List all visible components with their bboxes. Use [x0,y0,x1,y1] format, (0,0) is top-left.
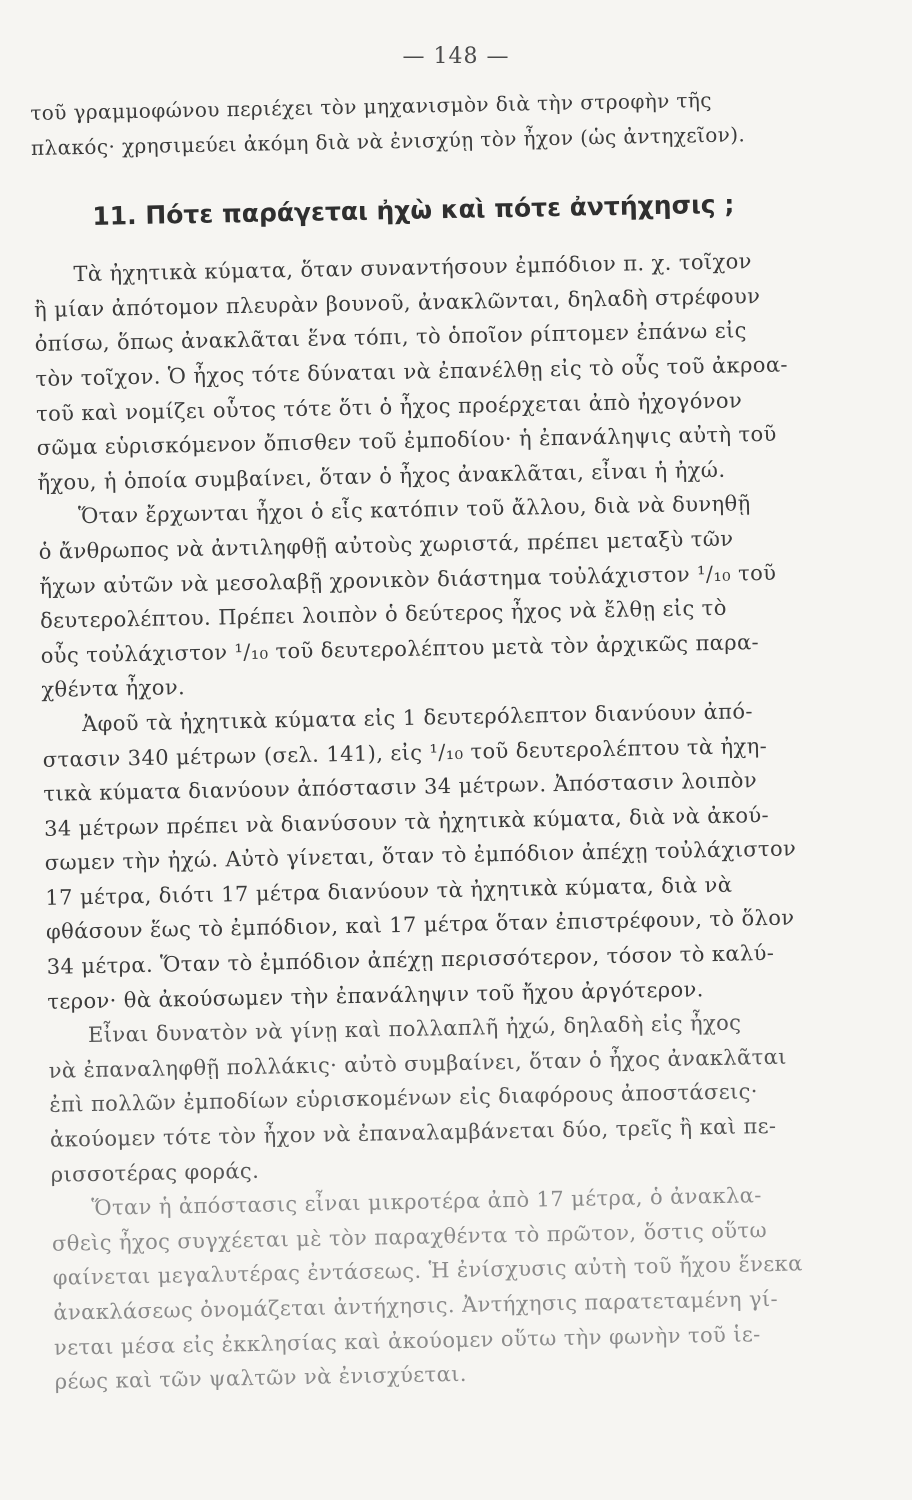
text-line: τικὰ κύματα διανύουν ἀπόστασιν 34 μέτρων. Ἀπόστασιν λοιπὸν [43,768,758,806]
text-line: τὸν τοῖχον. Ὁ ἦχος τότε δύναται νὰ ἐπανέλθῃ εἰς τὸ οὖς τοῦ ἀκροα- [35,352,789,391]
text-line: στασιν 340 μέτρων (σελ. 141), εἰς ¹/₁₀ τοῦ δευτερολέπτου τὰ ἠχη- [42,733,768,772]
text-line: σῶμα εὑρισκόμενον ὄπισθεν τοῦ ἐμποδίου· ἡ ἐπανάληψις αὐτὴ τοῦ [36,421,777,461]
text-line: 34 μέτρα. Ὅταν τὸ ἐμπόδιον ἀπέχῃ περισσότερον, τόσον τὸ καλύ- [46,940,775,979]
text-line: σθεὶς ἦχος συγχέεται μὲ τὸν παραχθέντα τὸ πρῶτον, ὅστις οὕτω [51,1217,768,1256]
text-line: ὁ ἄνθρωπος νὰ ἀντιληφθῇ αὐτοὺς χωριστά, πρέπει μεταξὺ τῶν [38,526,734,564]
text-line: φθάσουν ἕως τὸ ἐμπόδιον, καὶ 17 μέτρα ὅταν ἐπιστρέφουν, τὸ ὅλον [45,905,795,945]
text-line: ὀπίσω, ὅπως ἀνακλᾶται ἕνα τόπι, τὸ ὁποῖον ρίπτομεν ἐπάνω εἰς [34,318,748,357]
text-line: ρέως καὶ τῶν ψαλτῶν νὰ ἐνισχύεται. [54,1362,468,1394]
text-line: Ὅταν ἡ ἀπόστασις εἶναι μικροτέρα ἀπὸ 17 μέτρα, ὁ ἀνακλα- [91,1183,762,1221]
text-line: τερον· θὰ ἀκούσωμεν τὴν ἐπανάληψιν τοῦ ἤχου ἀργότερον. [47,976,704,1014]
text-line: Ἀφοῦ τὰ ἠχητικὰ κύματα εἰς 1 δευτερόλεπτον διανύουν ἀπό- [81,699,754,737]
text-line: νεται μέσα εἰς ἐκκλησίας καὶ ἀκούομεν οὕτω τὴν φωνὴν τοῦ ἱε- [53,1321,761,1360]
text-line: 17 μέτρα, διότι 17 μέτρα διανύουν τὰ ἠχητικὰ κύματα, διὰ νὰ [45,872,733,910]
text-line: 34 μέτρων πρέπει νὰ διανύσουν τὰ ἠχητικὰ κύματα, διὰ νὰ ἀκού- [43,802,770,841]
text-line: χθέντα ἦχον. [41,675,186,703]
text-line: νὰ ἐπαναληφθῇ πολλάκις· αὐτὸ συμβαίνει, ὅταν ὁ ἦχος ἀνακλᾶται [48,1044,788,1083]
text-line: Εἶναι δυνατὸν νὰ γίνῃ καὶ πολλαπλῆ ἠχώ, δηλαδὴ εἰς ἦχος [87,1010,742,1048]
text-line: σωμεν τὴν ἠχώ. Αὐτὸ γίνεται, ὅταν τὸ ἐμπόδιον ἀπέχῃ τοὐλάχιστον [44,836,797,876]
text-line: τοῦ καὶ νομίζει οὗτος τότε ὅτι ὁ ἦχος προέρχεται ἀπὸ ἠχογόνον [35,387,743,426]
text-line: ἀκούομεν τότε τὸν ἦχον νὰ ἐπαναλαμβάνεται δύο, τρεῖς ἢ καὶ πε- [49,1113,777,1152]
text-line: ἀνακλάσεως ὀνομάζεται ἀντήχησις. Ἀντήχησις παρατεταμένη γί- [53,1286,779,1325]
text-line: πλακός· χρησιμεύει ἀκόμη διὰ νὰ ἐνισχύῃ τὸν ἦχον (ὡς ἀντηχεῖον). [30,121,746,160]
text-line: Τὰ ἠχητικὰ κύματα, ὅταν συναντήσουν ἐμπόδιον π. χ. τοῖχον [73,249,753,287]
text-line: φαίνεται μεγαλυτέρας ἐντάσεως. Ἡ ἐνίσχυσις αὐτὴ τοῦ ἤχου ἕνεκα [52,1251,803,1291]
text-line: Ὅταν ἔρχωνται ἦχοι ὁ εἷς κατόπιν τοῦ ἄλλου, διὰ νὰ δυνηθῇ [77,491,751,529]
paragraph-1 [33,243,838,500]
text-line: δευτερολέπτου. Πρέπει λοιπὸν ὁ δεύτερος ἦχος νὰ ἔλθῃ εἰς τὸ [39,595,727,634]
paragraph-4 [48,1004,851,1192]
section-title: 11. Πότε παράγεται ἠχὼ καὶ πότε ἀντήχησις ; [92,189,735,232]
paragraph-5 [51,1177,855,1400]
text-line: ρισσοτέρας φοράς. [50,1158,260,1187]
text-line: ἢ μίαν ἀπότομον πλευρὰν βουνοῦ, ἀνακλῶνται, δηλαδὴ στρέφουν [33,283,761,322]
intro-text [30,81,831,166]
text-line: ἤχων αὐτῶν νὰ μεσολαβῇ χρονικὸν διάστημα τοὐλάχιστον ¹/₁₀ τοῦ [39,560,777,599]
paragraph-3 [42,692,848,1019]
text-line: ἐπὶ πολλῶν ἐμποδίων εὑρισκομένων εἰς διαφόρους ἀποστάσεις· [49,1079,759,1118]
page-number: — 148 — [402,44,510,69]
page-body [30,81,855,1400]
text-line: τοῦ γραμμοφώνου περιέχει τὸν μηχανισμὸν διὰ τὴν στροφὴν τῆς [30,87,713,125]
text-line: ἤχου, ἡ ὁποία συμβαίνει, ὅταν ὁ ἦχος ἀνακλᾶται, εἶναι ἡ ἠχώ. [37,457,726,495]
text-line: οὖς τοὐλάχιστον ¹/₁₀ τοῦ δευτερολέπτου μετὰ τὸν ἀρχικῶς παρα- [40,629,760,668]
paragraph-2 [38,485,842,708]
